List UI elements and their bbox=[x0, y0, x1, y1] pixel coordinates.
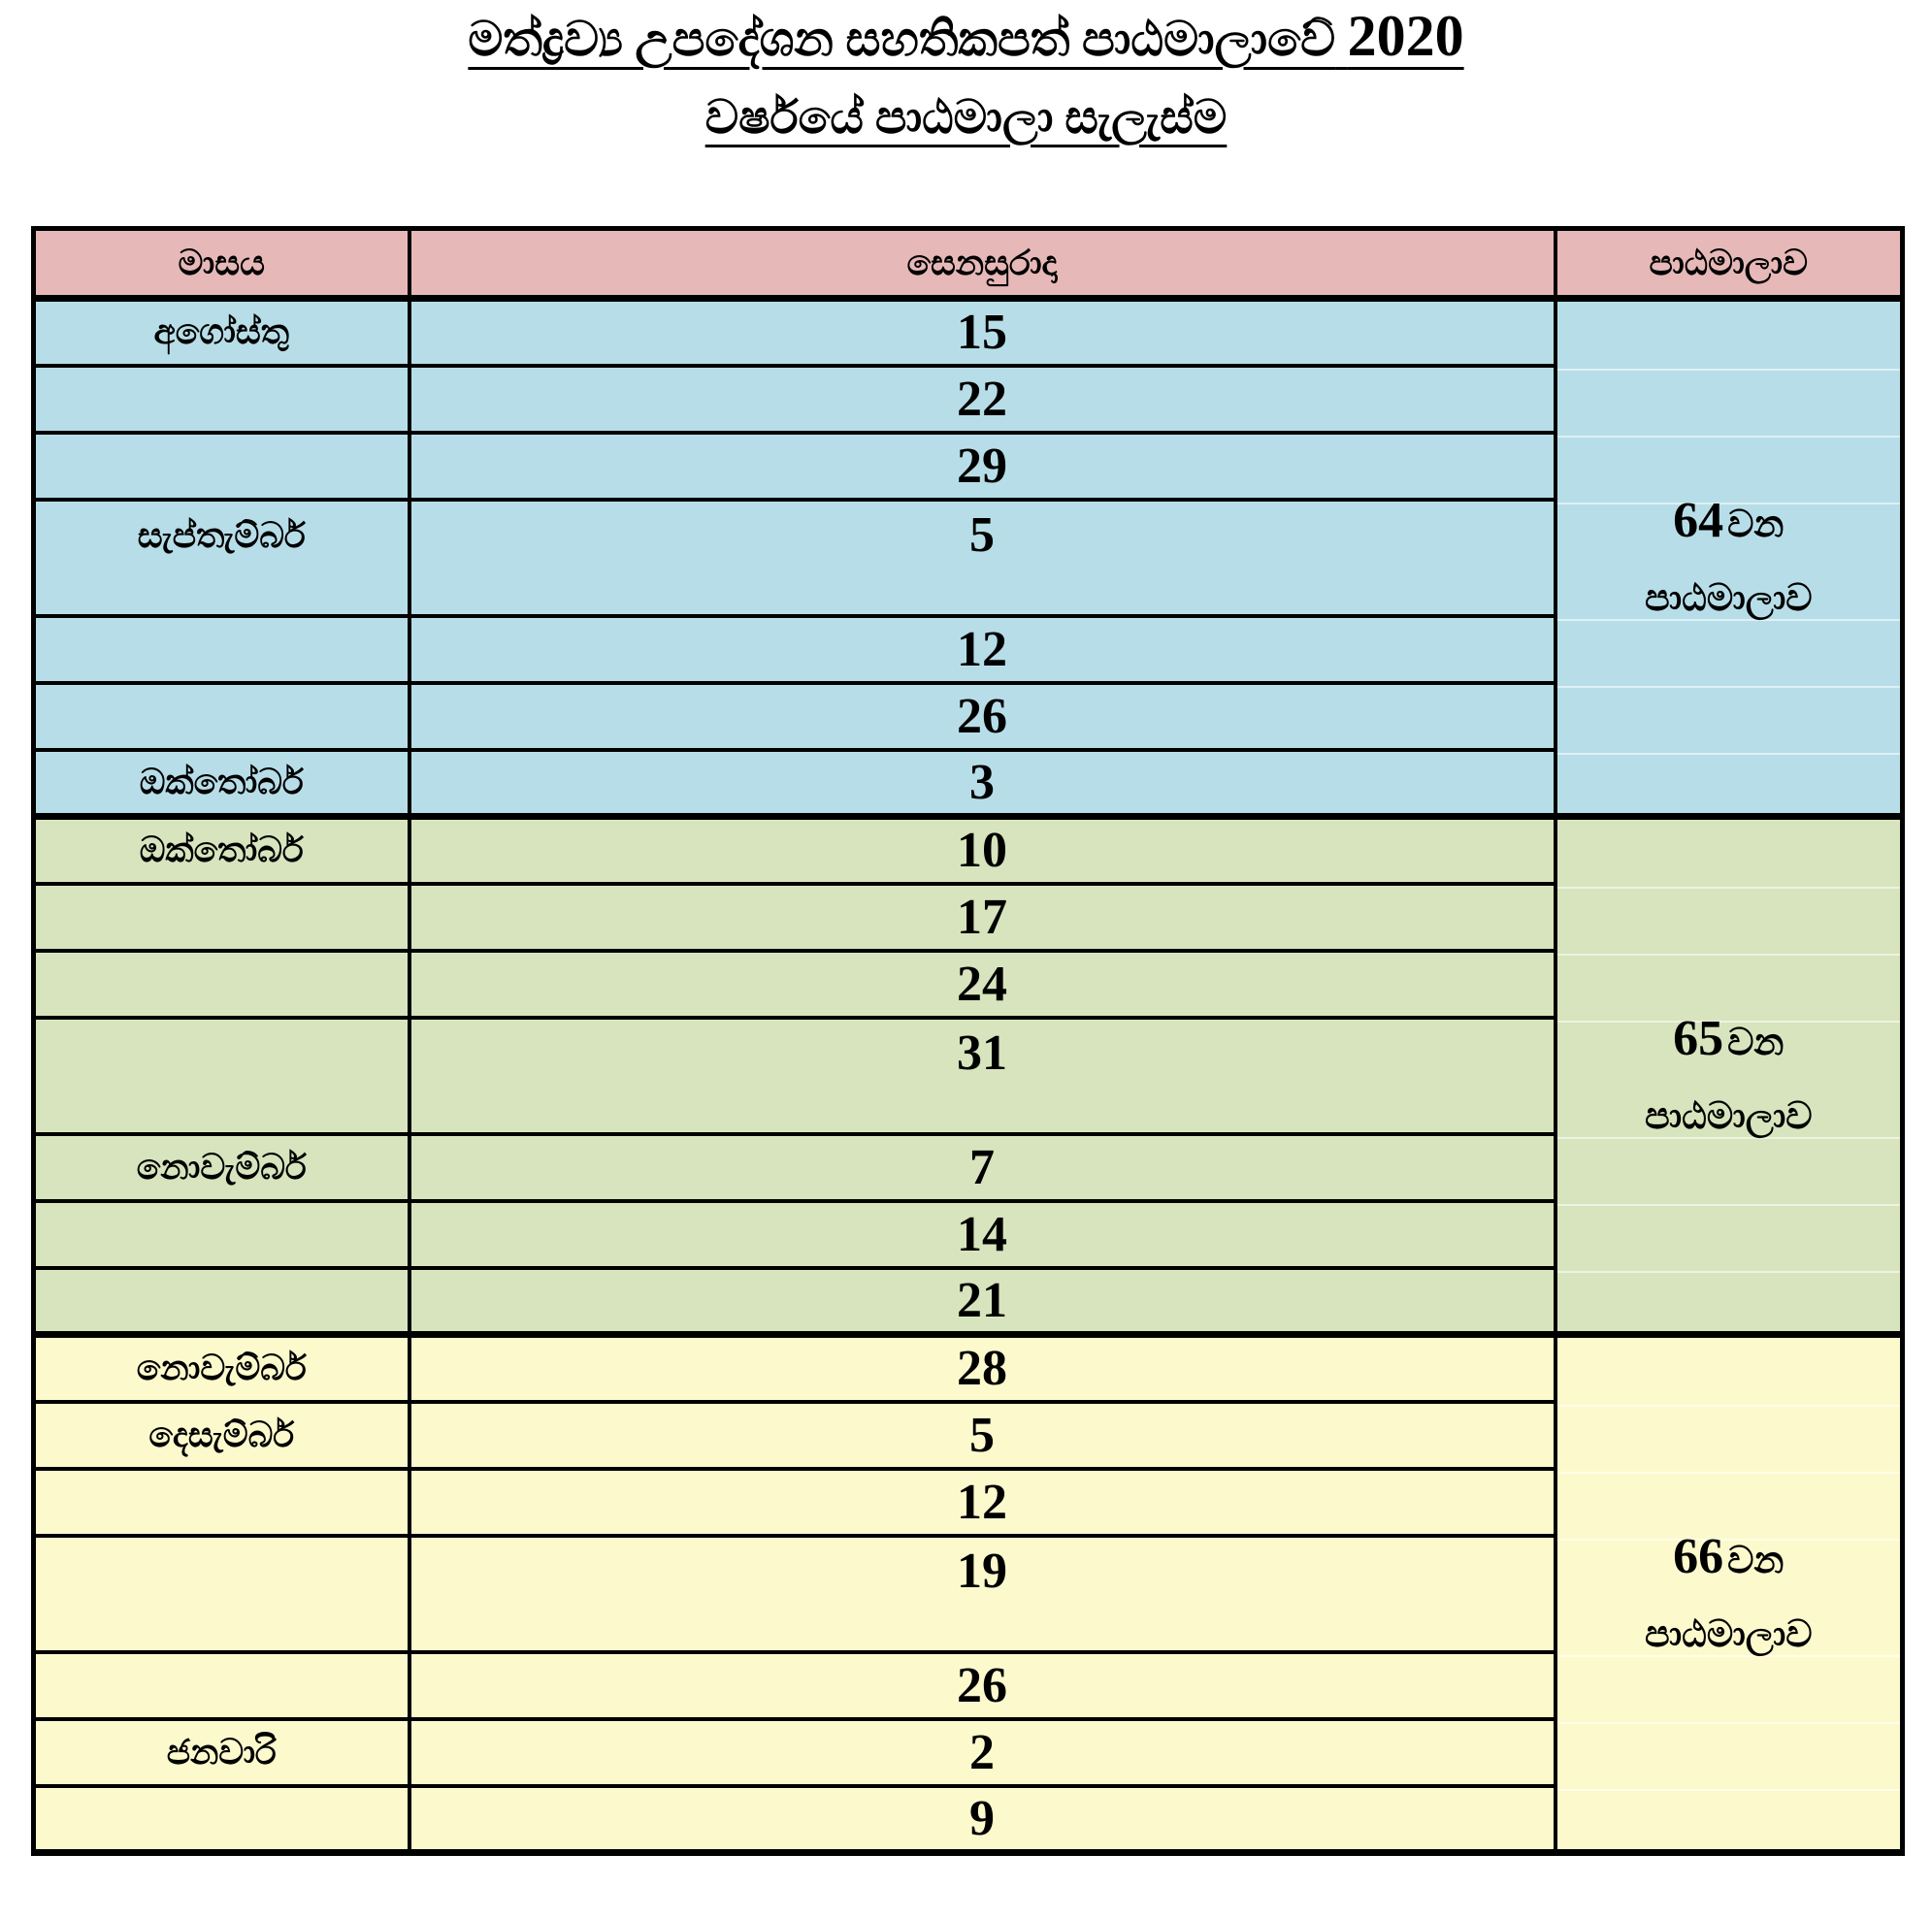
month-cell bbox=[34, 616, 409, 683]
faint-gridline bbox=[1557, 887, 1901, 889]
month-cell bbox=[34, 683, 409, 750]
month-cell bbox=[34, 884, 409, 951]
month-cell: ඔක්තෝබර් bbox=[34, 817, 409, 884]
saturday-date-cell: 31 bbox=[409, 1018, 1555, 1134]
faint-gridline bbox=[1557, 1405, 1901, 1407]
header-course: පාඨමාලාව bbox=[1555, 229, 1903, 299]
month-cell bbox=[34, 433, 409, 500]
course-number: 66 bbox=[1673, 1528, 1724, 1584]
course-label bbox=[1557, 1008, 1901, 1144]
saturday-date-cell: 17 bbox=[409, 884, 1555, 951]
month-cell: ඔක්තෝබර් bbox=[34, 750, 409, 817]
saturday-date-cell: 26 bbox=[409, 683, 1555, 750]
month-cell: නොවැම්බර් bbox=[34, 1335, 409, 1402]
month-cell bbox=[34, 1018, 409, 1134]
month-cell bbox=[34, 1268, 409, 1335]
table-header-row bbox=[34, 229, 1903, 299]
faint-gridline bbox=[1557, 686, 1901, 688]
faint-gridline bbox=[1557, 1722, 1901, 1724]
course-ordinal-suffix: වන bbox=[1727, 1022, 1785, 1063]
month-cell: සැප්තැම්බර් bbox=[34, 500, 409, 616]
saturday-date-cell: 5 bbox=[409, 1402, 1555, 1469]
course-section-66 bbox=[34, 1335, 1903, 1853]
month-cell: ජනවාරි bbox=[34, 1719, 409, 1786]
month-cell bbox=[34, 951, 409, 1018]
course-cell bbox=[1555, 1335, 1903, 1853]
title-year: 2020 bbox=[1347, 4, 1464, 68]
course-section-64 bbox=[34, 299, 1903, 817]
title-line-1 bbox=[0, 6, 1932, 69]
table-row bbox=[34, 299, 1903, 366]
course-schedule-table bbox=[31, 226, 1905, 1856]
saturday-date-cell: 5 bbox=[409, 500, 1555, 616]
faint-gridline bbox=[1557, 753, 1901, 755]
faint-gridline bbox=[1557, 1204, 1901, 1206]
month-cell bbox=[34, 1652, 409, 1719]
month-cell bbox=[34, 1536, 409, 1652]
saturday-date-cell: 24 bbox=[409, 951, 1555, 1018]
course-ordinal-suffix: වන bbox=[1727, 1540, 1785, 1581]
course-number: 65 bbox=[1673, 1010, 1724, 1066]
saturday-date-cell: 14 bbox=[409, 1201, 1555, 1268]
faint-gridline bbox=[1557, 369, 1901, 371]
course-cell bbox=[1555, 817, 1903, 1335]
saturday-date-cell: 15 bbox=[409, 299, 1555, 366]
month-cell bbox=[34, 366, 409, 433]
faint-gridline bbox=[1557, 1472, 1901, 1474]
faint-gridline bbox=[1557, 1789, 1901, 1791]
faint-gridline bbox=[1557, 436, 1901, 438]
saturday-date-cell: 21 bbox=[409, 1268, 1555, 1335]
month-cell: දෙසැම්බර් bbox=[34, 1402, 409, 1469]
month-cell: නොවැම්බර් bbox=[34, 1134, 409, 1201]
saturday-date-cell: 2 bbox=[409, 1719, 1555, 1786]
title-line-1-sinhala: මත්ද්‍රව්‍ය උපදේශන සහතිකපත් පාඨමාලාවේ bbox=[468, 12, 1336, 66]
document-title bbox=[0, 6, 1932, 146]
course-word: පාඨමාලාව bbox=[1644, 1095, 1813, 1137]
faint-gridline bbox=[1557, 1271, 1901, 1273]
saturday-date-cell: 29 bbox=[409, 433, 1555, 500]
course-number: 64 bbox=[1673, 492, 1724, 548]
saturday-date-cell: 9 bbox=[409, 1786, 1555, 1853]
header-month: මාසය bbox=[34, 229, 409, 299]
saturday-date-cell: 28 bbox=[409, 1335, 1555, 1402]
table-row bbox=[34, 1335, 1903, 1402]
course-label bbox=[1557, 490, 1901, 626]
course-label bbox=[1557, 1526, 1901, 1662]
month-cell bbox=[34, 1786, 409, 1853]
month-cell: අගෝස්තු bbox=[34, 299, 409, 366]
title-line-2: වර්ෂයේ පාඨමාලා සැලැස්ම bbox=[704, 92, 1228, 144]
month-cell bbox=[34, 1469, 409, 1536]
saturday-date-cell: 26 bbox=[409, 1652, 1555, 1719]
saturday-date-cell: 12 bbox=[409, 1469, 1555, 1536]
course-word: පාඨමාලාව bbox=[1644, 577, 1813, 619]
saturday-date-cell: 3 bbox=[409, 750, 1555, 817]
course-ordinal-suffix: වන bbox=[1727, 504, 1785, 545]
course-section-65 bbox=[34, 817, 1903, 1335]
month-cell bbox=[34, 1201, 409, 1268]
course-cell bbox=[1555, 299, 1903, 817]
faint-gridline bbox=[1557, 954, 1901, 956]
table-row bbox=[34, 817, 1903, 884]
saturday-date-cell: 19 bbox=[409, 1536, 1555, 1652]
course-word: පාඨමාලාව bbox=[1644, 1613, 1813, 1655]
saturday-date-cell: 7 bbox=[409, 1134, 1555, 1201]
header-saturday: සෙනසුරාදා bbox=[409, 229, 1555, 299]
saturday-date-cell: 22 bbox=[409, 366, 1555, 433]
saturday-date-cell: 10 bbox=[409, 817, 1555, 884]
saturday-date-cell: 12 bbox=[409, 616, 1555, 683]
